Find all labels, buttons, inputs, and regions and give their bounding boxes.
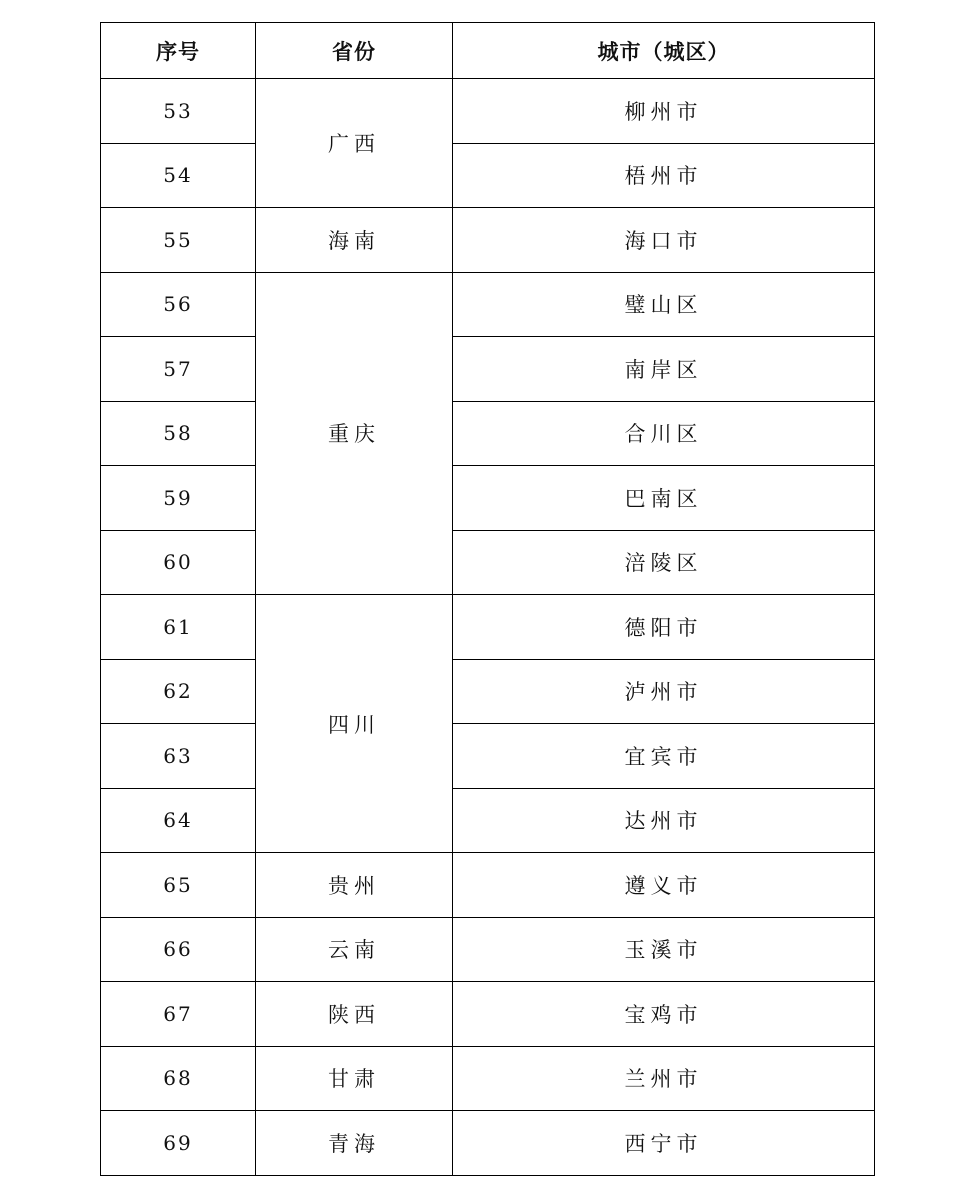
province-cell: 云南 (256, 917, 453, 982)
table-row (101, 1046, 875, 1111)
province-cell: 甘肃 (256, 1046, 453, 1111)
table-row (101, 79, 875, 144)
city-cell: 遵义市 (453, 853, 875, 918)
table-row (101, 982, 875, 1047)
province-cell: 四川 (256, 595, 453, 853)
row-index: 68 (101, 1046, 256, 1111)
table-row (101, 337, 875, 402)
province-cell: 广西 (256, 79, 453, 208)
city-cell: 梧州市 (453, 143, 875, 208)
row-index: 56 (101, 272, 256, 337)
table-row (101, 595, 875, 660)
province-cell: 陕西 (256, 982, 453, 1047)
row-index: 64 (101, 788, 256, 853)
province-cell: 重庆 (256, 272, 453, 595)
city-cell: 德阳市 (453, 595, 875, 660)
city-cell: 合川区 (453, 401, 875, 466)
city-cell: 南岸区 (453, 337, 875, 402)
city-table (100, 22, 875, 1176)
table-row (101, 401, 875, 466)
city-cell: 玉溪市 (453, 917, 875, 982)
city-cell: 泸州市 (453, 659, 875, 724)
row-index: 58 (101, 401, 256, 466)
row-index: 65 (101, 853, 256, 918)
table-row (101, 143, 875, 208)
header-province: 省份 (256, 23, 453, 79)
city-cell: 柳州市 (453, 79, 875, 144)
table-row (101, 853, 875, 918)
table-row (101, 272, 875, 337)
city-cell: 达州市 (453, 788, 875, 853)
city-cell: 西宁市 (453, 1111, 875, 1176)
province-cell: 贵州 (256, 853, 453, 918)
table-row (101, 466, 875, 531)
province-cell: 青海 (256, 1111, 453, 1176)
row-index: 61 (101, 595, 256, 660)
header-city: 城市（城区） (453, 23, 875, 79)
row-index: 67 (101, 982, 256, 1047)
table-row (101, 788, 875, 853)
city-cell: 兰州市 (453, 1046, 875, 1111)
header-index: 序号 (101, 23, 256, 79)
province-cell: 海南 (256, 208, 453, 273)
table-header-row (101, 23, 875, 79)
row-index: 62 (101, 659, 256, 724)
table-row (101, 530, 875, 595)
row-index: 59 (101, 466, 256, 531)
table-row (101, 1111, 875, 1176)
table-row (101, 917, 875, 982)
row-index: 55 (101, 208, 256, 273)
row-index: 66 (101, 917, 256, 982)
table-row (101, 208, 875, 273)
city-cell: 涪陵区 (453, 530, 875, 595)
city-cell: 宜宾市 (453, 724, 875, 789)
city-cell: 璧山区 (453, 272, 875, 337)
table-row (101, 659, 875, 724)
city-cell: 海口市 (453, 208, 875, 273)
row-index: 57 (101, 337, 256, 402)
row-index: 63 (101, 724, 256, 789)
city-cell: 巴南区 (453, 466, 875, 531)
table-row (101, 724, 875, 789)
row-index: 69 (101, 1111, 256, 1176)
row-index: 54 (101, 143, 256, 208)
row-index: 60 (101, 530, 256, 595)
city-cell: 宝鸡市 (453, 982, 875, 1047)
row-index: 53 (101, 79, 256, 144)
